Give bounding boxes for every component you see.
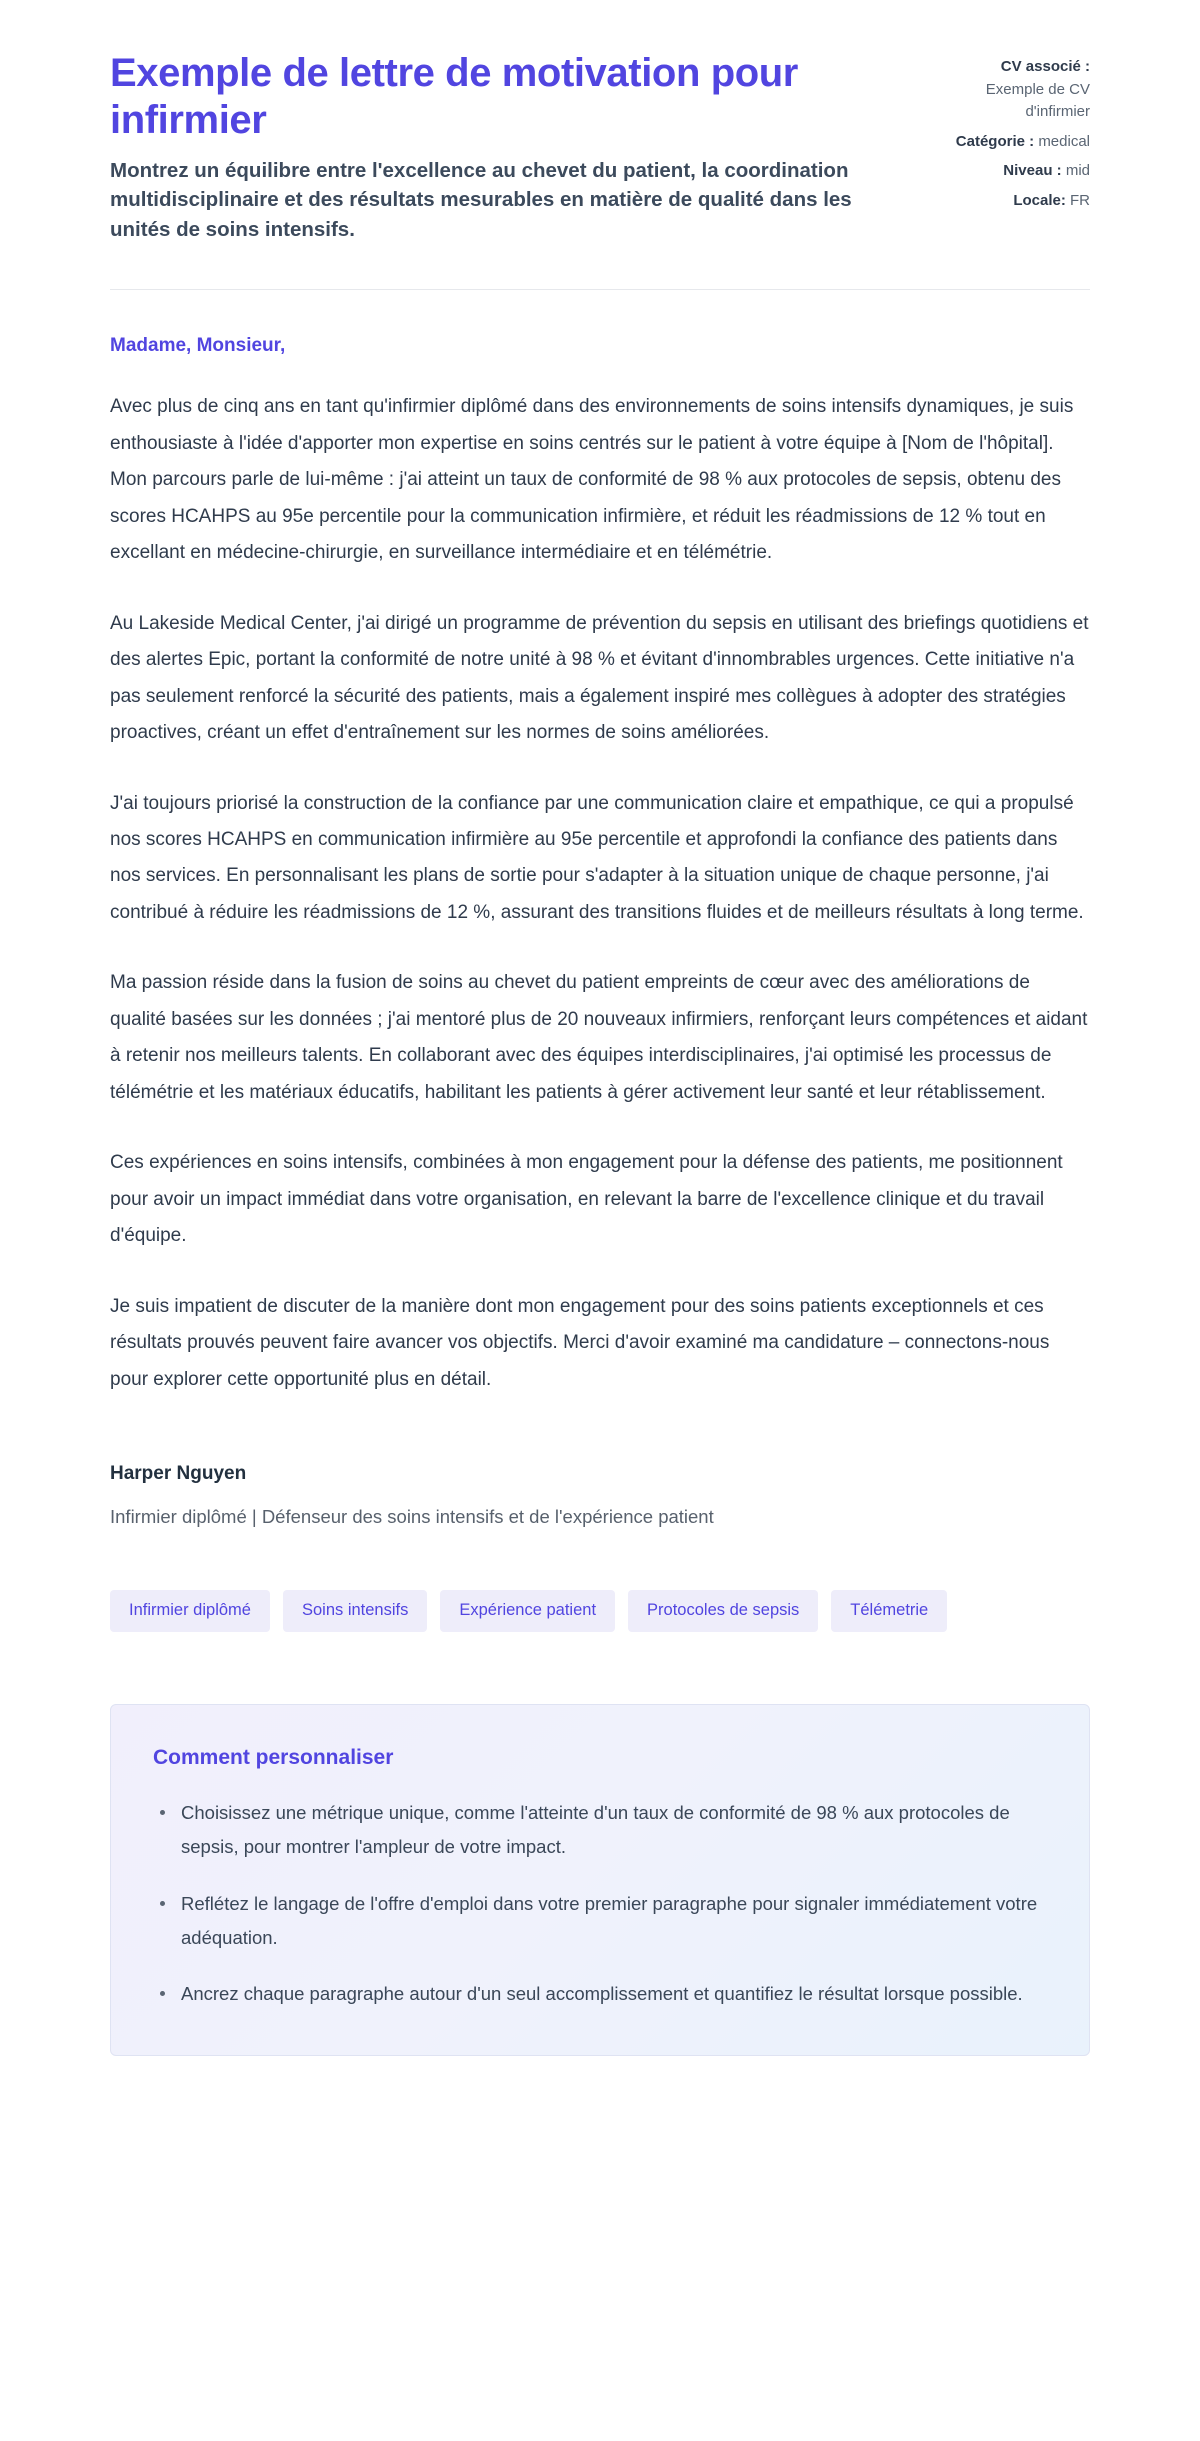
tag-chip[interactable]: Expérience patient bbox=[440, 1590, 615, 1631]
document-header bbox=[110, 46, 1090, 244]
signature-role: Infirmier diplômé | Défenseur des soins intensifs et de l'expérience patient bbox=[110, 1505, 714, 1527]
letter-paragraph: Ma passion réside dans la fusion de soins au chevet du patient empreints de cœur avec des améliorations de qualité basées sur les données ; j'ai mentoré plus de 20 nouveaux infirmiers, renforçant leurs compétences et aidant à retenir nos meilleurs talents. En collaborant avec des équipes interdisciplinaires, j'ai optimisé les processus de télémétrie et les matériaux éducatifs, habilitant les patients à gérer activement leur santé et leur rétablissement. bbox=[110, 972, 1088, 1103]
signature-block bbox=[110, 1460, 1090, 1530]
callout-tip-item: Choisissez une métrique unique, comme l'atteinte d'un taux de conformité de 98 % aux protocoles de sepsis, pour montrer l'ampleur de votre impact. bbox=[153, 1796, 1047, 1864]
tag-chip[interactable]: Infirmier diplômé bbox=[110, 1590, 270, 1631]
letter-paragraph: Ces expériences en soins intensifs, combinées à mon engagement pour la défense des patients, me positionnent pour avoir un impact immédiat dans votre organisation, en relevant la barre de l'excellence clinique et du travail d'équipe. bbox=[110, 1152, 1063, 1247]
meta-level-label: Niveau : bbox=[1003, 162, 1062, 179]
meta-locale-label: Locale: bbox=[1013, 191, 1066, 209]
page-title: Exemple de lettre de motivation pour infirmier bbox=[110, 51, 798, 143]
meta-related-cv-label: CV associé : bbox=[1000, 58, 1090, 75]
meta-level bbox=[940, 160, 1090, 183]
document-metadata bbox=[940, 46, 1090, 212]
letter-paragraph: Je suis impatient de discuter de la manière dont mon engagement pour des soins patients exceptionnels et ces résultats prouvés peuvent faire avancer vos objectifs. Merci d'avoir examiné ma candidature – connectons-nous pour explorer cette opportunité plus en détail. bbox=[110, 1295, 1050, 1390]
callout-tip-list bbox=[153, 1796, 1047, 2011]
meta-related-cv bbox=[940, 56, 1090, 124]
tag-chip[interactable]: Protocoles de sepsis bbox=[628, 1590, 818, 1631]
customization-callout bbox=[110, 1704, 1090, 2056]
letter-paragraph: Avec plus de cinq ans en tant qu'infirmier diplômé dans des environnements de soins intensifs dynamiques, je suis enthousiaste à l'idée d'apporter mon expertise en soins centrés sur le patient à votre équipe à [Nom de l'hôpital]. Mon parcours parle de lui-même : j'ai atteint un taux de conformité de 98 % aux protocoles de sepsis, obtenu des scores HCAHPS au 95e percentile pour la communication infirmière, et réduit les réadmissions de 12 % tout en excellant en médecine-chirurgie, en surveillance intermédiaire et en télémétrie. bbox=[110, 396, 1074, 564]
page-subtitle: Montrez un équilibre entre l'excellence au chevet du patient, la coordination multidisciplinaire et des résultats mesurables en matière de qualité dans les unités de soins intensifs. bbox=[110, 159, 852, 241]
meta-category bbox=[940, 131, 1090, 154]
meta-related-cv-value: Exemple de CV d'infirmier bbox=[985, 80, 1090, 120]
meta-category-value: medical bbox=[1038, 132, 1090, 150]
letter-paragraphs bbox=[110, 389, 1090, 1398]
letter-paragraph: J'ai toujours priorisé la construction de la confiance par une communication claire et empathique, ce qui a propulsé nos scores HCAHPS en communication infirmière au 95e percentile et approfondi la confiance des patients dans nos services. En personnalisant les plans de sortie pour s'adapter à la situation unique de chaque personne, j'ai contribué à réduire les réadmissions de 12 %, assurant des transitions fluides et de meilleurs résultats à long terme. bbox=[110, 792, 1084, 923]
callout-tip-item: Reflétez le langage de l'offre d'emploi dans votre premier paragraphe pour signaler immédiatement votre adéquation. bbox=[153, 1887, 1047, 1955]
meta-locale bbox=[940, 190, 1090, 213]
tag-chip[interactable]: Soins intensifs bbox=[283, 1590, 427, 1631]
tag-chip[interactable]: Télémetrie bbox=[831, 1590, 947, 1631]
cover-letter-body bbox=[110, 290, 1090, 1531]
meta-locale-value: FR bbox=[1070, 191, 1090, 209]
header-text-block bbox=[110, 46, 906, 244]
tag-list bbox=[110, 1590, 1090, 1631]
letter-paragraph: Au Lakeside Medical Center, j'ai dirigé un programme de prévention du sepsis en utilisant des briefings quotidiens et des alertes Epic, portant la conformité de notre unité à 98 % et évitant d'innombrables urgences. Cette initiative n'a pas seulement renforcé la sécurité des patients, mais a également inspiré mes collègues à adopter des stratégies proactives, créant un effet d'entraînement sur les normes de soins améliorées. bbox=[110, 612, 1089, 744]
letter-salutation: Madame, Monsieur, bbox=[110, 334, 286, 356]
meta-category-label: Catégorie : bbox=[955, 132, 1035, 150]
meta-level-value: mid bbox=[1065, 162, 1090, 179]
signature-name: Harper Nguyen bbox=[110, 1463, 247, 1485]
callout-title: Comment personnaliser bbox=[153, 1745, 394, 1769]
callout-tip-item: Ancrez chaque paragraphe autour d'un seul accomplissement et quantifiez le résultat lorsque possible. bbox=[153, 1977, 1047, 2011]
